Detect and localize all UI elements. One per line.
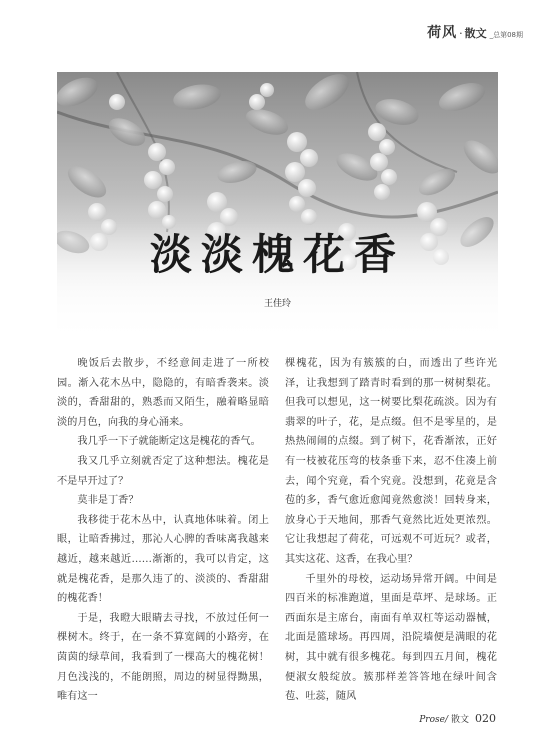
body-paragraph: 于是，我瞪大眼睛去寻找，不放过任何一棵树木。终于，在一条不算宽阔的小路旁，在茵茵的绿草间，我看到了一棵高大的槐花树！月色浅浅的，不能朗照，周边的树显得黝黑，唯有这一: [57, 612, 269, 703]
body-paragraph: 我几乎一下子就能断定这是槐花的香气。: [77, 436, 261, 448]
body-paragraph: 我移徙于花木丛中，认真地体味着。闭上眼，让暗香拂过，那沁人心脾的香味离我越来越近，越来越近……渐渐的，我可以肯定，这就是槐花香，是那久违了的、淡淡的、香甜甜的槐花香！: [57, 514, 269, 605]
page-header: [427, 22, 523, 40]
section-name: 散文: [464, 27, 487, 40]
body-paragraph-continued: 棵槐花，因为有簇簇的白，而透出了些许光泽，让我想到了踏青时看到的那一树树梨花。但我可以想见，这一树要比梨花疏淡。因为有翡翠的叶子，花，是点缀。但不是零星的，是热热闹闹的点缀。到了树下，花香渐浓，正好有一枝被花压弯的枝条垂下来，忍不住凑上前去，闻个究竟，看个究竟。没想到，花竟是含苞的多，香气愈近愈闻竟然愈淡！回转身来，放身心于天地间，那香气竟然比近处更浓烈。它让我想起了荷花，可远观不可近玩？或者，其实这花、这香，在我心里？: [285, 358, 497, 565]
body-paragraph: 莫非是丁香？: [77, 495, 139, 507]
article-body-right-column: [285, 354, 497, 707]
issue-number: _总第08期: [489, 31, 523, 39]
footer-section-cn: 散文: [450, 715, 469, 725]
page-number: 020: [475, 712, 496, 725]
magazine-logo: 荷风: [427, 25, 458, 41]
article-body-left-column: [57, 354, 269, 707]
body-paragraph: 我又几乎立刻就否定了这种想法。槐花是不是早开过了？: [57, 455, 269, 487]
body-paragraph: 千里外的母校，运动场异常开阔。中间是四百米的标准跑道，里面是草坪、是球场。正西面东是主席台，南面有单双杠等运动器械，北面是篮球场。再四周，沿院墙便是满眼的花树，其中就有很多槐花。每到四五月间，槐花便淑女般绽放。簇那样差答答地在绿叶间含苞、吐蕊，随风: [285, 573, 497, 703]
article-author: 王佳玲: [263, 299, 291, 309]
footer-section-en: Prose/: [419, 715, 448, 725]
header-separator: ·: [459, 27, 463, 40]
body-paragraph: 晚饭后去散步，不经意间走进了一所校园。渐入花木丛中，隐隐的，有暗香袭来。淡淡的，香甜甜的，熟悉而又陌生，融着略显暗淡的月色，向我的身心涌来。: [57, 358, 269, 428]
page-footer: [419, 712, 496, 725]
article-title: 淡淡槐花香: [149, 230, 405, 279]
